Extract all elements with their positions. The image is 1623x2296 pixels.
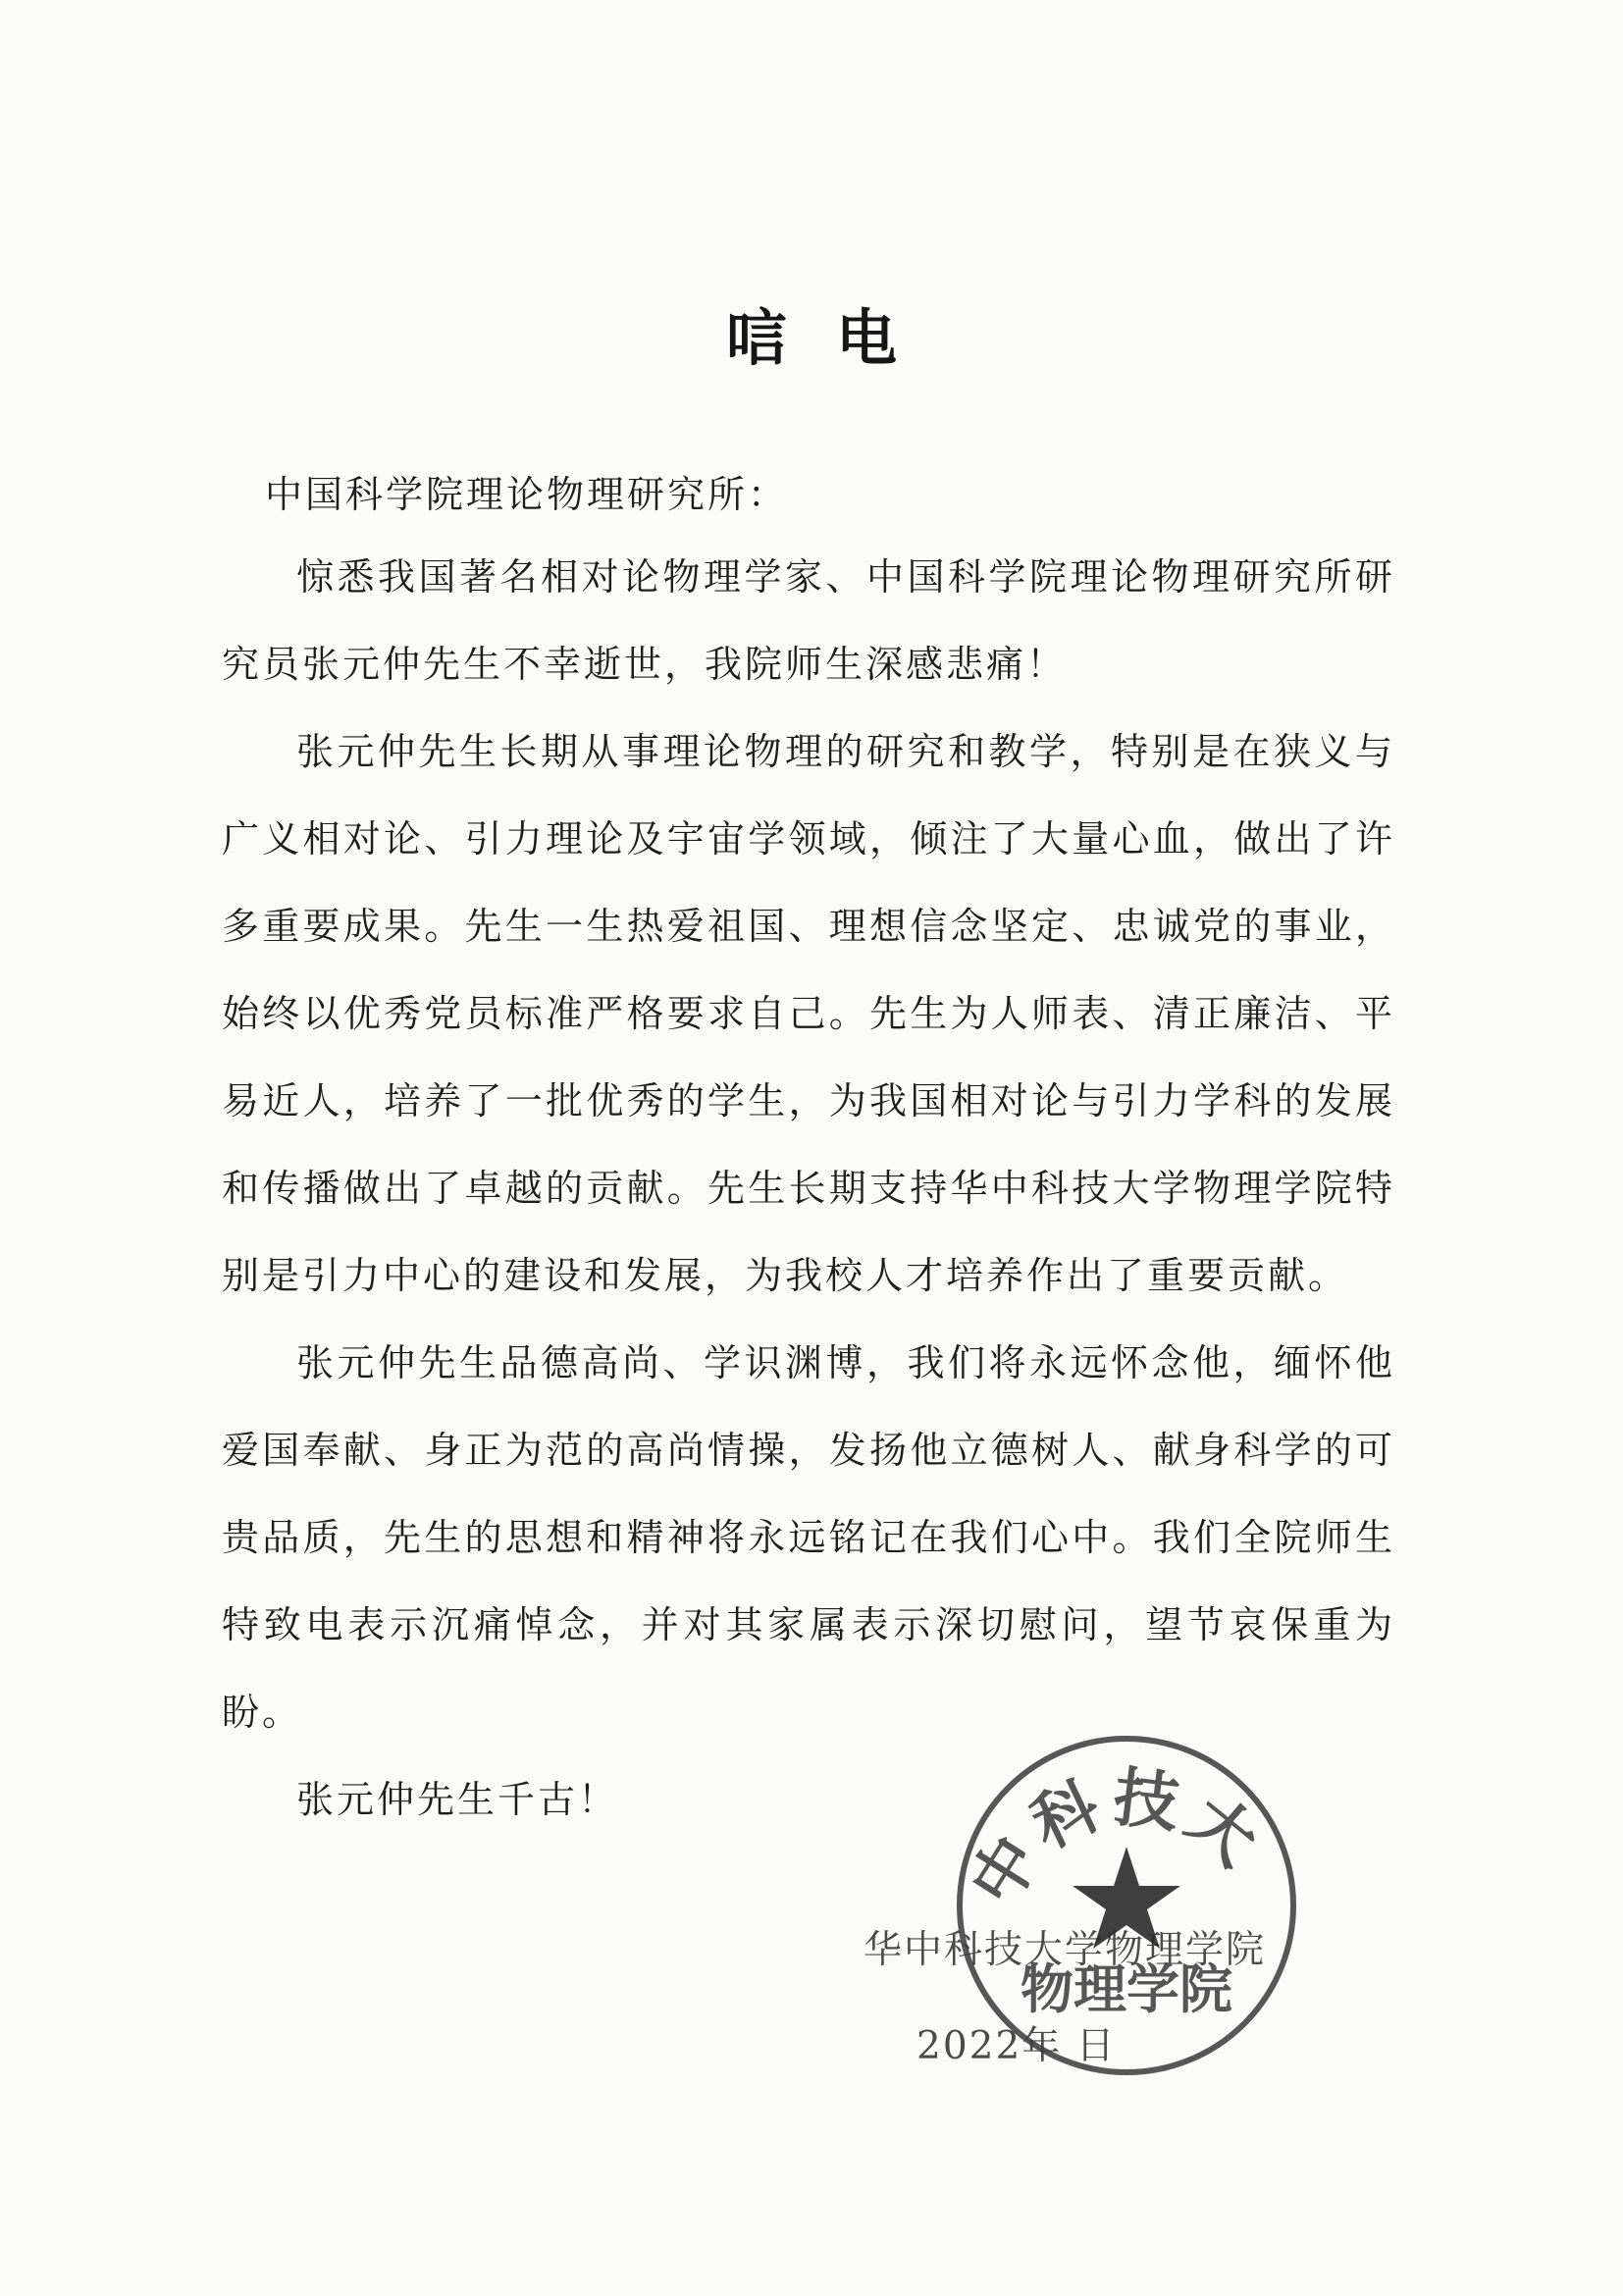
seal-arc-text: 中科技大: [955, 1757, 1278, 1919]
seal-star-icon: [1073, 1847, 1180, 1949]
paragraph: 张元仲先生长期从事理论物理的研究和教学，特别是在狭义与广义相对论、引力理论及宇宙学领域，倾注了大量心血，做出了许多重要成果。先生一生热爱祖国、理想信念坚定、忠诚党的事业，始终以优秀党员标准严格要求自己。先生为人师表、清正廉洁、平易近人，培养了一批优秀的学生，为我国相对论与引力学科的发展和传播做出了卓越的贡献。先生长期支持华中科技大学物理学院特别是引力中心的建设和发展，为我校人才培养作出了重要贡献。: [222, 730, 1395, 1297]
document-title: 唁电: [725, 302, 946, 374]
paragraph: 张元仲先生品德高尚、学识渊博，我们将永远怀念他，缅怀他爱国奉献、身正为范的高尚情操，发扬他立德树人、献身科学的可贵品质，先生的思想和精神将永远铭记在我们心中。我们全院师生特致电表示沉痛悼念，并对其家属表示深切慰问，望节哀保重为盼。: [222, 1341, 1395, 1734]
signature: 华中科技大学物理学院: [864, 1928, 1267, 1972]
official-seal: [950, 1729, 1303, 2082]
paragraph: 惊悉我国著名相对论物理学家、中国科学院理论物理研究所研究员张元仲先生不幸逝世，我院师生深感悲痛！: [222, 555, 1395, 686]
paragraph: 张元仲先生千古！: [296, 1778, 619, 1821]
salutation: 中国科学院理论物理研究所：: [265, 473, 789, 516]
letter-body: [222, 534, 1395, 1844]
signature-date: 2022年 日: [916, 2024, 1117, 2068]
seal-graphic: [950, 1729, 1303, 2082]
seal-center-text: 物理学院: [1021, 1957, 1232, 2020]
